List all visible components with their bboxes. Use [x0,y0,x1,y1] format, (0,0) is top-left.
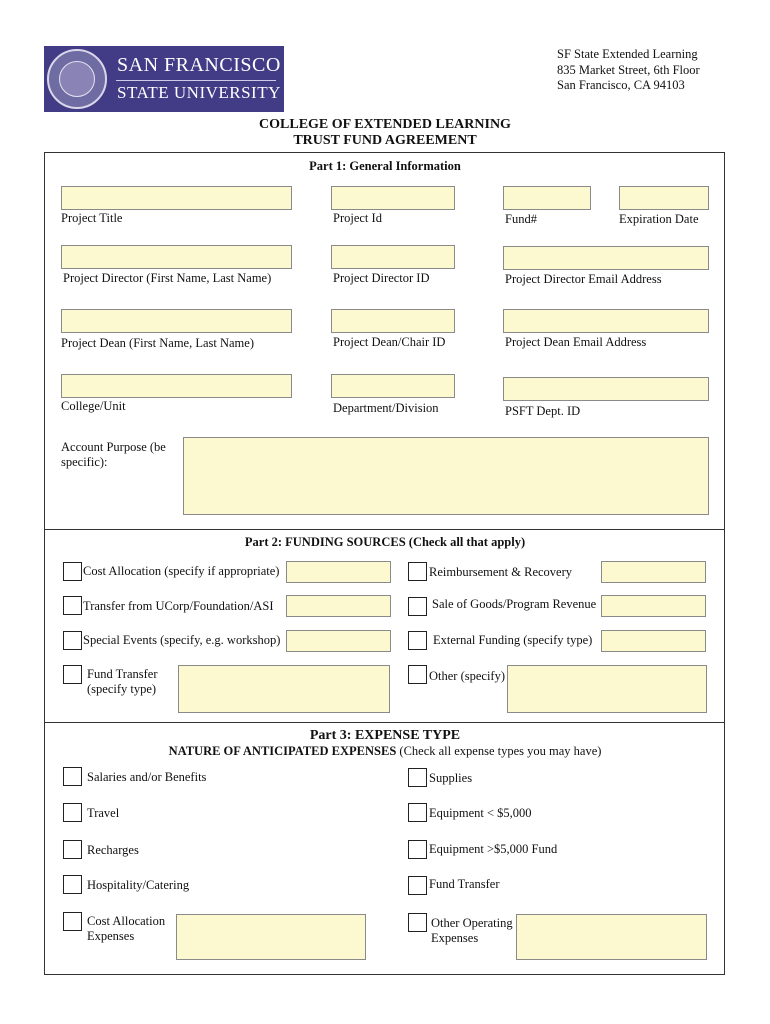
salaries-checkbox[interactable] [63,767,82,786]
project-title-label: Project Title [61,211,123,225]
equipment-over-5000-label: Equipment >$5,000 Fund [429,842,558,856]
logo-text-line2: STATE UNIVERSITY [117,83,281,102]
dean-email-field[interactable] [503,309,709,333]
cost-allocation-checkbox[interactable] [63,562,82,581]
part3-heading: Part 3: EXPENSE TYPE [309,728,461,743]
dean-name-field[interactable] [61,309,292,333]
cost-allocation-expenses-field[interactable] [176,914,366,960]
sfsu-logo [44,46,284,112]
other-operating-field[interactable] [516,914,707,960]
supplies-checkbox[interactable] [408,768,427,787]
psft-dept-id-field[interactable] [503,377,709,401]
dean-chair-id-label: Project Dean/Chair ID [333,335,446,349]
address-line1: SF State Extended Learning [557,47,698,61]
fund-transfer-checkbox[interactable] [63,665,82,684]
director-email-field[interactable] [503,246,709,270]
travel-label: Travel [87,806,120,820]
fund-transfer-expense-checkbox[interactable] [408,876,427,895]
address-line2: 835 Market Street, 6th Floor [557,63,700,77]
external-funding-label: External Funding (specify type) [433,633,593,647]
cost-allocation-field[interactable] [286,561,391,583]
recharges-checkbox[interactable] [63,840,82,859]
cost-allocation-expenses-label: Cost Allocation Expenses [87,914,166,943]
expiration-date-field[interactable] [619,186,709,210]
address-line3: San Francisco, CA 94103 [557,78,685,92]
sale-goods-label: Sale of Goods/Program Revenue [432,597,597,611]
supplies-label: Supplies [429,771,473,785]
external-funding-checkbox[interactable] [408,631,427,650]
external-funding-field[interactable] [601,630,706,652]
hospitality-label: Hospitality/Catering [87,878,190,892]
project-title-field[interactable] [61,186,292,210]
director-email-label: Project Director Email Address [505,272,662,286]
dean-name-label: Project Dean (First Name, Last Name) [61,336,254,350]
other-source-label: Other (specify) [429,669,506,683]
college-unit-field[interactable] [61,374,292,398]
sale-goods-checkbox[interactable] [408,597,427,616]
cost-allocation-label: Cost Allocation (specify if appropriate) [83,564,280,578]
equipment-under-5000-label: Equipment < $5,000 [429,806,532,820]
other-source-checkbox[interactable] [408,665,427,684]
fund-number-field[interactable] [503,186,591,210]
hospitality-checkbox[interactable] [63,875,82,894]
other-source-field[interactable] [507,665,707,713]
transfer-ucorp-label: Transfer from UCorp/Foundation/ASI [83,599,274,613]
expiration-date-label: Expiration Date [619,212,699,226]
special-events-field[interactable] [286,630,391,652]
transfer-ucorp-field[interactable] [286,595,391,617]
equipment-under-5000-checkbox[interactable] [408,803,427,822]
account-purpose-field[interactable] [183,437,709,515]
salaries-label: Salaries and/or Benefits [87,770,207,784]
section-divider [44,529,725,530]
fund-transfer-field[interactable] [178,665,390,713]
logo-text-line1: SAN FRANCISCO [117,54,281,76]
department-division-label: Department/Division [333,401,439,415]
travel-checkbox[interactable] [63,803,82,822]
dean-chair-id-field[interactable] [331,309,455,333]
other-operating-label: Other Operating Expenses [431,916,513,945]
account-purpose-label: Account Purpose (be specific): [61,440,166,469]
project-id-field[interactable] [331,186,455,210]
part3-subheading: NATURE OF ANTICIPATED EXPENSES (Check all expense types you may have) [168,744,602,758]
reimbursement-checkbox[interactable] [408,562,427,581]
form-title-line2: TRUST FUND AGREEMENT [293,133,477,148]
transfer-ucorp-checkbox[interactable] [63,596,82,615]
other-operating-checkbox[interactable] [408,913,427,932]
psft-dept-id-label: PSFT Dept. ID [505,404,581,418]
dean-email-label: Project Dean Email Address [505,335,647,349]
fund-number-label: Fund# [505,212,537,226]
project-id-label: Project Id [333,211,382,225]
college-unit-label: College/Unit [61,399,126,413]
form-title-line1: COLLEGE OF EXTENDED LEARNING [259,117,511,132]
director-name-label: Project Director (First Name, Last Name) [63,271,272,285]
director-id-field[interactable] [331,245,455,269]
recharges-label: Recharges [87,843,139,857]
fund-transfer-label: Fund Transfer (specify type) [87,667,158,696]
department-division-field[interactable] [331,374,455,398]
director-name-field[interactable] [61,245,292,269]
university-seal-icon [47,49,107,109]
sale-goods-field[interactable] [601,595,706,617]
part2-heading: Part 2: FUNDING SOURCES (Check all that apply) [244,535,526,549]
equipment-over-5000-checkbox[interactable] [408,840,427,859]
special-events-label: Special Events (specify, e.g. workshop) [83,633,281,647]
reimbursement-label: Reimbursement & Recovery [429,565,573,579]
part1-heading: Part 1: General Information [309,159,461,173]
fund-transfer-expense-label: Fund Transfer [429,877,500,891]
section-divider [44,722,725,723]
director-id-label: Project Director ID [333,271,430,285]
cost-allocation-expenses-checkbox[interactable] [63,912,82,931]
reimbursement-field[interactable] [601,561,706,583]
special-events-checkbox[interactable] [63,631,82,650]
